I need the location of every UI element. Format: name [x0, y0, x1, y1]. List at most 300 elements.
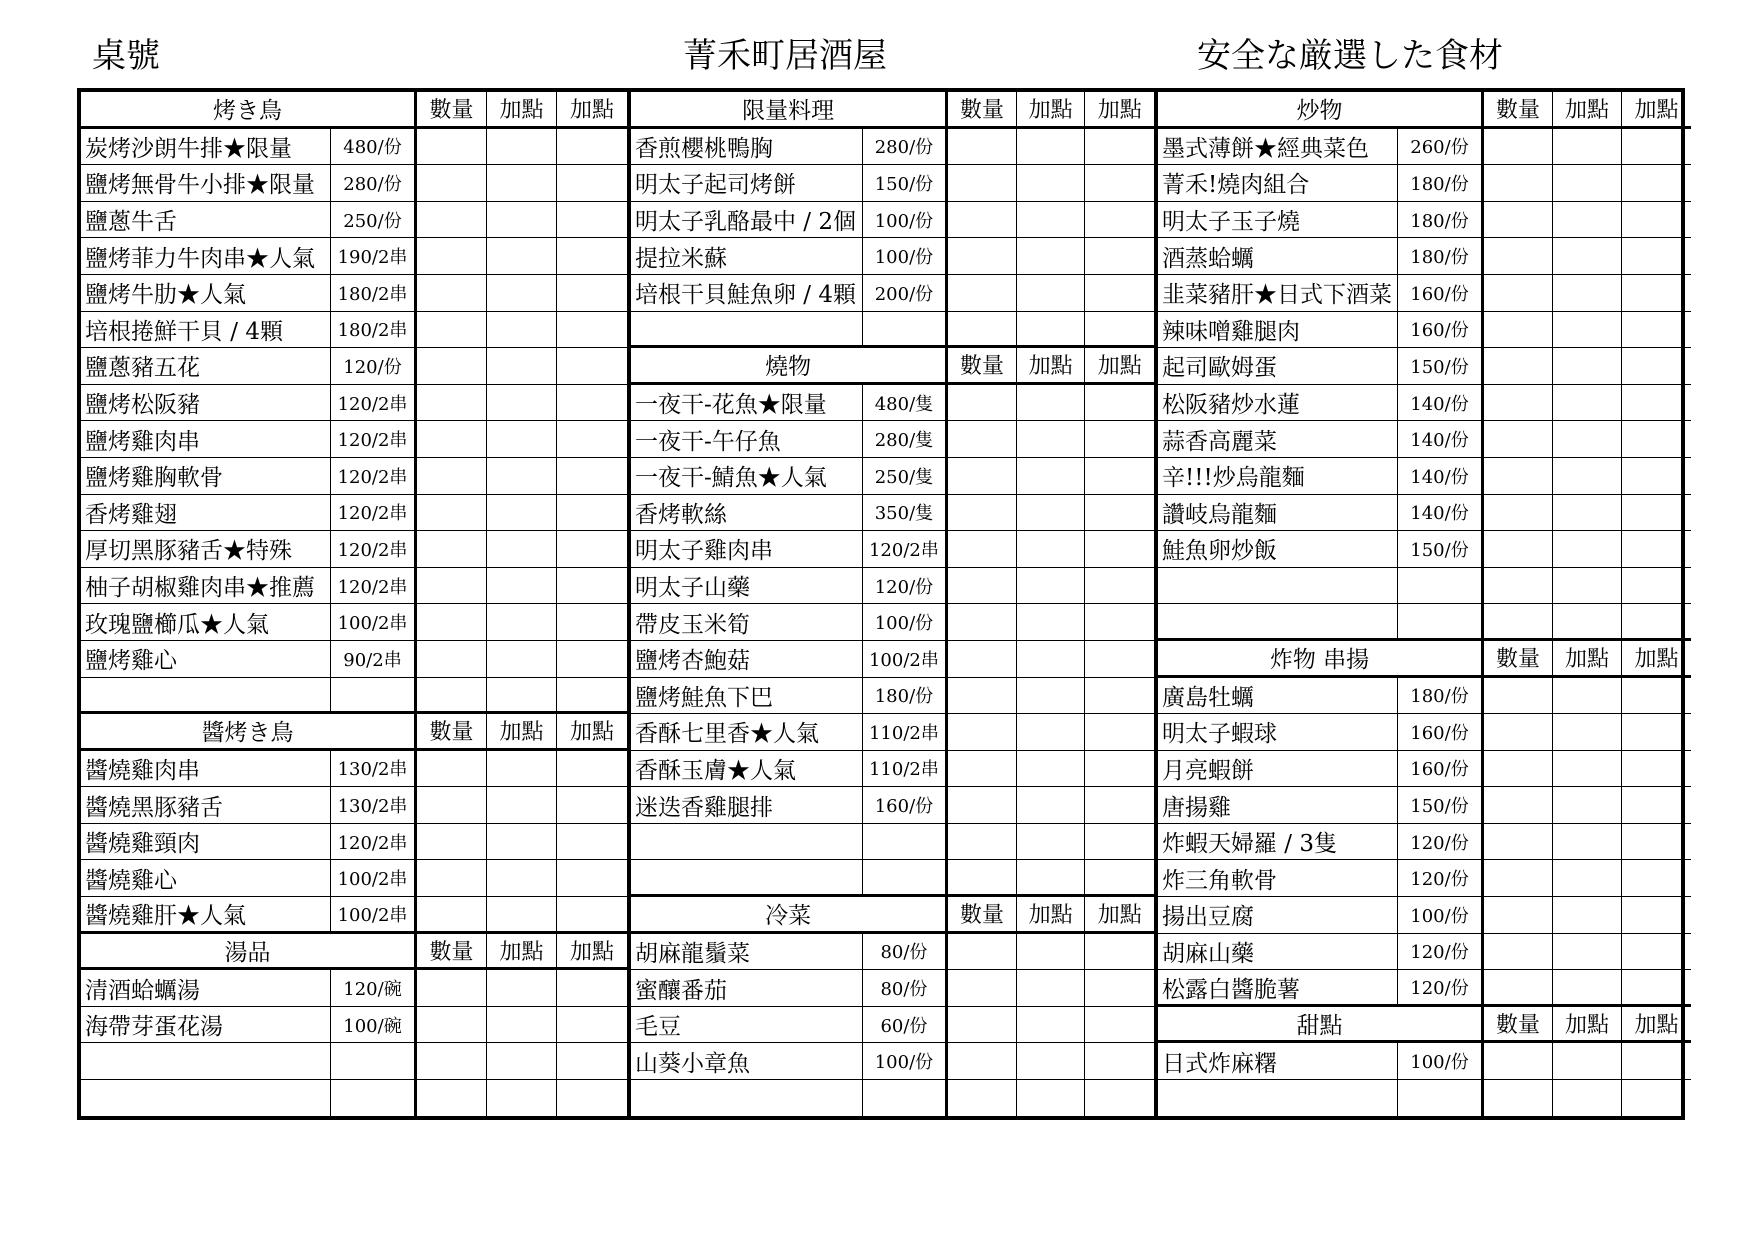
quantity-cell[interactable] [1484, 495, 1553, 531]
extra-order-cell[interactable] [1622, 1043, 1691, 1079]
extra-order-cell[interactable] [557, 897, 627, 931]
extra-order-cell[interactable] [1017, 641, 1086, 677]
menu-item-name: 炸三角軟骨 [1158, 860, 1398, 896]
extra-order-cell[interactable] [1622, 824, 1691, 860]
extra-order-cell[interactable] [1017, 604, 1086, 640]
extra-order-cell[interactable] [1085, 1043, 1154, 1079]
extra-order-cell[interactable] [1622, 714, 1691, 750]
table-number-label: 桌號 [92, 36, 160, 76]
extra-order-cell[interactable] [487, 495, 557, 531]
extra-order-cell[interactable] [1553, 348, 1622, 384]
extra-order-cell[interactable] [1085, 934, 1154, 970]
extra-order-cell[interactable] [1622, 787, 1691, 823]
menu-item-price: 60/份 [863, 1007, 949, 1043]
menu-item-price: 80/份 [863, 934, 949, 970]
extra-order-cell[interactable] [1553, 604, 1622, 638]
menu-item-name: 香烤軟絲 [631, 495, 863, 531]
menu-item-name: 一夜干-午仔魚 [631, 421, 863, 457]
menu-item-name: 鹽烤牛肋★人氣 [81, 275, 331, 311]
extra-order-cell[interactable] [1017, 531, 1086, 567]
menu-item-row [631, 641, 1154, 678]
extra-order-cell[interactable] [487, 531, 557, 567]
menu-item-price: 280/份 [863, 129, 949, 165]
menu-item-row [1158, 275, 1691, 312]
extra-order-cell[interactable] [1085, 238, 1154, 274]
extra-order-cell[interactable] [1622, 421, 1691, 457]
extra-order-cell[interactable] [1085, 165, 1154, 201]
extra-order-cell[interactable] [1622, 165, 1691, 201]
extra-order-cell[interactable] [487, 641, 557, 677]
menu-item-row [1158, 458, 1691, 495]
quantity-cell[interactable] [1484, 421, 1553, 457]
extra-order-cell[interactable] [1553, 312, 1622, 348]
menu-item-price: 110/2串 [863, 714, 949, 750]
order-sheet [77, 88, 1685, 1120]
quantity-cell[interactable] [417, 238, 487, 274]
extra-order-cell[interactable] [1085, 129, 1154, 165]
extra-order-cell[interactable] [557, 348, 627, 384]
extra-order-cell[interactable] [1085, 787, 1154, 823]
extra-order-cell[interactable] [557, 641, 627, 677]
quantity-cell[interactable] [948, 495, 1017, 531]
extra-order-cell[interactable] [1017, 860, 1086, 894]
quantity-cell[interactable] [417, 129, 487, 165]
menu-item-row [81, 1007, 627, 1044]
menu-item-name: 胡麻龍鬚菜 [631, 934, 863, 970]
extra-order-cell[interactable] [1017, 1007, 1086, 1043]
menu-item-name: 鹽烤菲力牛肉串★人氣 [81, 238, 331, 274]
extra-order-cell[interactable] [1622, 678, 1691, 714]
extra-order-header: 加點 [1553, 92, 1622, 126]
quantity-cell[interactable] [948, 641, 1017, 677]
quantity-cell[interactable] [1484, 604, 1553, 638]
quantity-cell[interactable] [1484, 751, 1553, 787]
menu-item-row [81, 458, 627, 495]
extra-order-cell[interactable] [1622, 860, 1691, 896]
extra-order-header: 加點 [1634, 1013, 1679, 1039]
menu-item-name: 鹽烤無骨牛小排★限量 [81, 165, 331, 201]
extra-order-cell[interactable] [1085, 641, 1154, 677]
quantity-cell[interactable] [417, 824, 487, 860]
menu-item-name: 鹽烤雞心 [81, 641, 331, 677]
quantity-cell[interactable] [948, 312, 1017, 346]
menu-item-row [631, 714, 1154, 751]
menu-item-price: 100/2串 [331, 604, 417, 640]
quantity-cell[interactable] [948, 787, 1017, 823]
menu-item-name: 廣島牡蠣 [1158, 678, 1398, 714]
extra-order-cell[interactable] [1085, 385, 1154, 421]
extra-order-cell[interactable] [1553, 202, 1622, 238]
menu-item-price: 150/份 [1398, 531, 1484, 567]
extra-order-cell[interactable] [1553, 238, 1622, 274]
menu-item-name [1158, 604, 1398, 638]
extra-order-cell[interactable] [1622, 275, 1691, 311]
extra-order-cell[interactable] [557, 751, 627, 787]
extra-order-cell[interactable] [1622, 385, 1691, 421]
extra-order-cell[interactable] [1622, 604, 1691, 638]
menu-item-price: 100/份 [1398, 897, 1484, 933]
extra-order-cell[interactable] [1622, 934, 1691, 970]
quantity-cell[interactable] [948, 458, 1017, 494]
extra-order-cell[interactable] [1085, 568, 1154, 604]
extra-order-cell[interactable] [1553, 970, 1622, 1004]
quantity-header: 數量 [417, 714, 487, 748]
section-title: 醬烤き鳥 [81, 714, 417, 748]
extra-order-cell[interactable] [1017, 1080, 1086, 1117]
extra-order-cell[interactable] [487, 604, 557, 640]
extra-order-cell[interactable] [487, 421, 557, 457]
extra-order-cell[interactable] [487, 897, 557, 931]
extra-order-cell[interactable] [1085, 604, 1154, 640]
extra-order-header: 加點 [569, 939, 614, 965]
extra-order-cell[interactable] [487, 787, 557, 823]
extra-order-cell[interactable] [557, 1080, 627, 1117]
extra-order-cell[interactable] [1017, 970, 1086, 1006]
extra-order-cell[interactable] [557, 495, 627, 531]
extra-order-cell[interactable] [1622, 495, 1691, 531]
menu-item-name: 松阪豬炒水蓮 [1158, 385, 1398, 421]
extra-order-cell[interactable] [487, 970, 557, 1006]
extra-order-cell[interactable] [487, 568, 557, 604]
extra-order-cell[interactable] [1085, 970, 1154, 1006]
menu-item-price: 120/碗 [331, 970, 417, 1006]
menu-item-name: 唐揚雞 [1158, 787, 1398, 823]
quantity-cell[interactable] [948, 568, 1017, 604]
extra-order-header: 加點 [1634, 98, 1679, 124]
extra-order-cell[interactable] [1553, 860, 1622, 896]
quantity-cell[interactable] [417, 568, 487, 604]
menu-item-row [1158, 312, 1691, 349]
quantity-cell[interactable] [417, 678, 487, 712]
extra-order-cell[interactable] [1553, 275, 1622, 311]
extra-order-cell[interactable] [1017, 202, 1086, 238]
menu-item-name: 香酥玉膚★人氣 [631, 751, 863, 787]
quantity-cell[interactable] [417, 604, 487, 640]
extra-order-cell[interactable] [1553, 531, 1622, 567]
quantity-cell[interactable] [948, 421, 1017, 457]
quantity-cell[interactable] [417, 787, 487, 823]
extra-order-cell[interactable] [1017, 458, 1086, 494]
extra-order-cell[interactable] [1553, 458, 1622, 494]
extra-order-cell[interactable] [487, 202, 557, 238]
quantity-cell[interactable] [948, 165, 1017, 201]
section-title: 炸物 串揚 [1158, 641, 1484, 675]
extra-order-cell[interactable] [557, 970, 627, 1006]
extra-order-cell[interactable] [487, 678, 557, 712]
quantity-cell[interactable] [1484, 348, 1553, 384]
quantity-cell[interactable] [948, 970, 1017, 1006]
quantity-cell[interactable] [948, 531, 1017, 567]
menu-item-price: 90/2串 [331, 641, 417, 677]
extra-order-cell[interactable] [1622, 897, 1691, 933]
extra-order-cell[interactable] [1622, 568, 1691, 604]
menu-item-name: 明太子山藥 [631, 568, 863, 604]
quantity-cell[interactable] [948, 385, 1017, 421]
quantity-cell[interactable] [1484, 385, 1553, 421]
extra-order-cell[interactable] [1017, 275, 1086, 311]
extra-order-cell[interactable] [1017, 568, 1086, 604]
extra-order-cell[interactable] [557, 860, 627, 896]
extra-order-cell[interactable] [557, 1043, 627, 1079]
quantity-cell[interactable] [417, 860, 487, 896]
extra-order-cell[interactable] [1622, 458, 1691, 494]
quantity-cell[interactable] [948, 1080, 1017, 1117]
extra-order-cell[interactable] [1553, 751, 1622, 787]
section-title: 湯品 [81, 934, 417, 968]
quantity-cell[interactable] [1484, 934, 1553, 970]
extra-order-cell[interactable] [1553, 1080, 1622, 1117]
extra-order-cell[interactable] [1085, 678, 1154, 714]
quantity-cell[interactable] [1484, 458, 1553, 494]
quantity-cell[interactable] [417, 897, 487, 931]
extra-order-cell[interactable] [1085, 421, 1154, 457]
extra-order-header: 加點 [1553, 1007, 1622, 1041]
section-title: 限量料理 [631, 92, 948, 126]
extra-order-cell[interactable] [487, 1043, 557, 1079]
quantity-cell[interactable] [948, 678, 1017, 714]
menu-item-name: 柚子胡椒雞肉串★推薦 [81, 568, 331, 604]
quantity-cell[interactable] [948, 824, 1017, 860]
extra-order-cell[interactable] [1017, 751, 1086, 787]
extra-order-cell[interactable] [1085, 751, 1154, 787]
extra-order-cell[interactable] [1085, 714, 1154, 750]
extra-order-cell[interactable] [1622, 348, 1691, 384]
extra-order-cell[interactable] [1553, 824, 1622, 860]
extra-order-cell[interactable] [557, 1007, 627, 1043]
extra-order-cell[interactable] [1553, 1043, 1622, 1079]
extra-order-cell[interactable] [1085, 1080, 1154, 1117]
quantity-cell[interactable] [417, 1080, 487, 1117]
quantity-cell[interactable] [1484, 165, 1553, 201]
quantity-cell[interactable] [1484, 275, 1553, 311]
quantity-cell[interactable] [417, 1043, 487, 1079]
menu-item-price: 100/份 [863, 202, 949, 238]
extra-order-cell[interactable] [1553, 934, 1622, 970]
extra-order-cell[interactable] [1017, 421, 1086, 457]
quantity-cell[interactable] [1484, 531, 1553, 567]
menu-item-name [631, 824, 863, 860]
extra-order-cell[interactable] [557, 129, 627, 165]
menu-item-name: 起司歐姆蛋 [1158, 348, 1398, 384]
quantity-cell[interactable] [1484, 970, 1553, 1004]
extra-order-cell[interactable] [1622, 312, 1691, 348]
menu-item-row [631, 165, 1154, 202]
section-title: 烤き鳥 [81, 92, 417, 126]
menu-item-price: 100/2串 [331, 897, 417, 931]
extra-order-cell[interactable] [1553, 129, 1622, 165]
quantity-cell[interactable] [948, 751, 1017, 787]
quantity-cell[interactable] [1484, 129, 1553, 165]
extra-order-cell[interactable] [1085, 275, 1154, 311]
quantity-cell[interactable] [417, 385, 487, 421]
extra-order-cell[interactable] [1553, 714, 1622, 750]
extra-order-cell[interactable] [487, 1007, 557, 1043]
quantity-cell[interactable] [417, 970, 487, 1006]
quantity-cell[interactable] [948, 1043, 1017, 1079]
quantity-cell[interactable] [417, 751, 487, 787]
extra-order-cell[interactable] [1553, 787, 1622, 823]
extra-order-cell[interactable] [1017, 312, 1086, 346]
menu-item-row [1158, 1080, 1691, 1117]
menu-item-name [1158, 1080, 1398, 1117]
menu-item-row [631, 824, 1154, 861]
extra-order-cell[interactable] [557, 787, 627, 823]
menu-item-price: 190/2串 [331, 238, 417, 274]
extra-order-cell[interactable] [1553, 385, 1622, 421]
quantity-cell[interactable] [417, 1007, 487, 1043]
menu-item-name: 明太子雞肉串 [631, 531, 863, 567]
extra-order-cell[interactable] [1017, 129, 1086, 165]
quantity-cell[interactable] [417, 348, 487, 384]
quantity-cell[interactable] [1484, 312, 1553, 348]
quantity-header: 數量 [1484, 92, 1553, 126]
extra-order-cell[interactable] [557, 165, 627, 201]
extra-order-cell[interactable] [1085, 458, 1154, 494]
extra-order-cell[interactable] [557, 604, 627, 640]
quantity-cell[interactable] [948, 129, 1017, 165]
extra-order-cell[interactable] [1017, 495, 1086, 531]
extra-order-cell[interactable] [487, 385, 557, 421]
menu-item-price: 130/2串 [331, 751, 417, 787]
extra-order-cell[interactable] [1085, 202, 1154, 238]
menu-item-price: 100/份 [863, 1043, 949, 1079]
extra-order-cell[interactable] [1085, 495, 1154, 531]
extra-order-header: 加點 [1634, 647, 1679, 673]
quantity-cell[interactable] [1484, 202, 1553, 238]
extra-order-cell[interactable] [557, 824, 627, 860]
quantity-cell[interactable] [417, 202, 487, 238]
extra-order-cell[interactable] [487, 1080, 557, 1117]
extra-order-cell[interactable] [1017, 165, 1086, 201]
extra-order-cell[interactable] [1622, 129, 1691, 165]
quantity-cell[interactable] [417, 165, 487, 201]
extra-order-cell[interactable] [557, 312, 627, 348]
extra-order-cell[interactable] [1553, 568, 1622, 604]
extra-order-cell[interactable] [487, 165, 557, 201]
quantity-header: 數量 [417, 92, 487, 126]
menu-item-price: 140/份 [1398, 458, 1484, 494]
extra-order-cell[interactable] [1085, 312, 1154, 346]
extra-order-cell[interactable] [487, 129, 557, 165]
menu-item-row [631, 531, 1154, 568]
menu-item-name: 墨式薄餅★經典菜色 [1158, 129, 1398, 165]
extra-order-cell[interactable] [1085, 824, 1154, 860]
extra-order-cell[interactable] [557, 568, 627, 604]
extra-order-cell[interactable] [557, 458, 627, 494]
extra-order-cell[interactable] [557, 421, 627, 457]
quantity-cell[interactable] [1484, 1043, 1553, 1079]
menu-item-price: 160/份 [1398, 714, 1484, 750]
quantity-cell[interactable] [948, 934, 1017, 970]
extra-order-cell[interactable] [1553, 165, 1622, 201]
menu-item-price: 120/2串 [331, 568, 417, 604]
extra-order-cell[interactable] [557, 202, 627, 238]
extra-order-cell[interactable] [1622, 202, 1691, 238]
menu-item-row [81, 824, 627, 861]
section-title: 甜點 [1158, 1007, 1484, 1041]
extra-order-cell[interactable] [1085, 860, 1154, 894]
extra-order-cell[interactable] [557, 238, 627, 274]
menu-item-row [631, 970, 1154, 1007]
extra-order-cell[interactable] [1553, 495, 1622, 531]
quantity-cell[interactable] [417, 421, 487, 457]
extra-order-cell[interactable] [1622, 1080, 1691, 1117]
extra-order-cell[interactable] [1017, 1043, 1086, 1079]
menu-item-name: 醬燒雞頸肉 [81, 824, 331, 860]
menu-item-price: 180/2串 [331, 312, 417, 348]
quantity-cell[interactable] [948, 275, 1017, 311]
extra-order-cell[interactable] [557, 385, 627, 421]
extra-order-cell[interactable] [1622, 970, 1691, 1004]
menu-item-price: 120/2串 [331, 531, 417, 567]
quantity-cell[interactable] [1484, 860, 1553, 896]
extra-order-header: 加點 [1017, 92, 1086, 126]
extra-order-cell[interactable] [487, 238, 557, 274]
quantity-cell[interactable] [1484, 568, 1553, 604]
quantity-cell[interactable] [948, 714, 1017, 750]
extra-order-cell[interactable] [487, 312, 557, 348]
extra-order-cell[interactable] [557, 275, 627, 311]
extra-order-cell[interactable] [487, 275, 557, 311]
quantity-cell[interactable] [1484, 714, 1553, 750]
menu-item-name: 海帶芽蛋花湯 [81, 1007, 331, 1043]
quantity-cell[interactable] [948, 238, 1017, 274]
extra-order-cell[interactable] [487, 824, 557, 860]
menu-item-name: 月亮蝦餅 [1158, 751, 1398, 787]
quantity-cell[interactable] [1484, 678, 1553, 714]
extra-order-cell[interactable] [1017, 714, 1086, 750]
quantity-cell[interactable] [948, 202, 1017, 238]
extra-order-cell[interactable] [1553, 421, 1622, 457]
extra-order-cell[interactable] [487, 860, 557, 896]
extra-order-cell[interactable] [1017, 824, 1086, 860]
extra-order-cell[interactable] [1622, 531, 1691, 567]
extra-order-cell[interactable] [487, 751, 557, 787]
quantity-cell[interactable] [417, 641, 487, 677]
quantity-cell[interactable] [948, 860, 1017, 894]
quantity-cell[interactable] [417, 312, 487, 348]
extra-order-cell[interactable] [487, 458, 557, 494]
extra-order-cell[interactable] [487, 348, 557, 384]
quantity-cell[interactable] [948, 604, 1017, 640]
extra-order-cell[interactable] [1553, 678, 1622, 714]
extra-order-header: 加點 [487, 714, 557, 748]
extra-order-cell[interactable] [557, 531, 627, 567]
quantity-cell[interactable] [1484, 1080, 1553, 1117]
quantity-cell[interactable] [417, 275, 487, 311]
quantity-cell[interactable] [417, 458, 487, 494]
extra-order-cell[interactable] [1553, 897, 1622, 933]
quantity-cell[interactable] [1484, 787, 1553, 823]
quantity-cell[interactable] [1484, 897, 1553, 933]
extra-order-cell[interactable] [557, 678, 627, 712]
extra-order-cell[interactable] [1017, 787, 1086, 823]
quantity-cell[interactable] [1484, 238, 1553, 274]
quantity-cell[interactable] [948, 1007, 1017, 1043]
extra-order-cell[interactable] [1017, 385, 1086, 421]
extra-order-cell[interactable] [1017, 934, 1086, 970]
quantity-cell[interactable] [417, 495, 487, 531]
quantity-cell[interactable] [417, 531, 487, 567]
quantity-cell[interactable] [1484, 824, 1553, 860]
extra-order-cell[interactable] [1085, 1007, 1154, 1043]
extra-order-cell[interactable] [1017, 678, 1086, 714]
menu-item-row [81, 275, 627, 312]
extra-order-cell[interactable] [1017, 238, 1086, 274]
extra-order-cell[interactable] [1622, 238, 1691, 274]
extra-order-cell[interactable] [1085, 531, 1154, 567]
extra-order-cell[interactable] [1622, 751, 1691, 787]
